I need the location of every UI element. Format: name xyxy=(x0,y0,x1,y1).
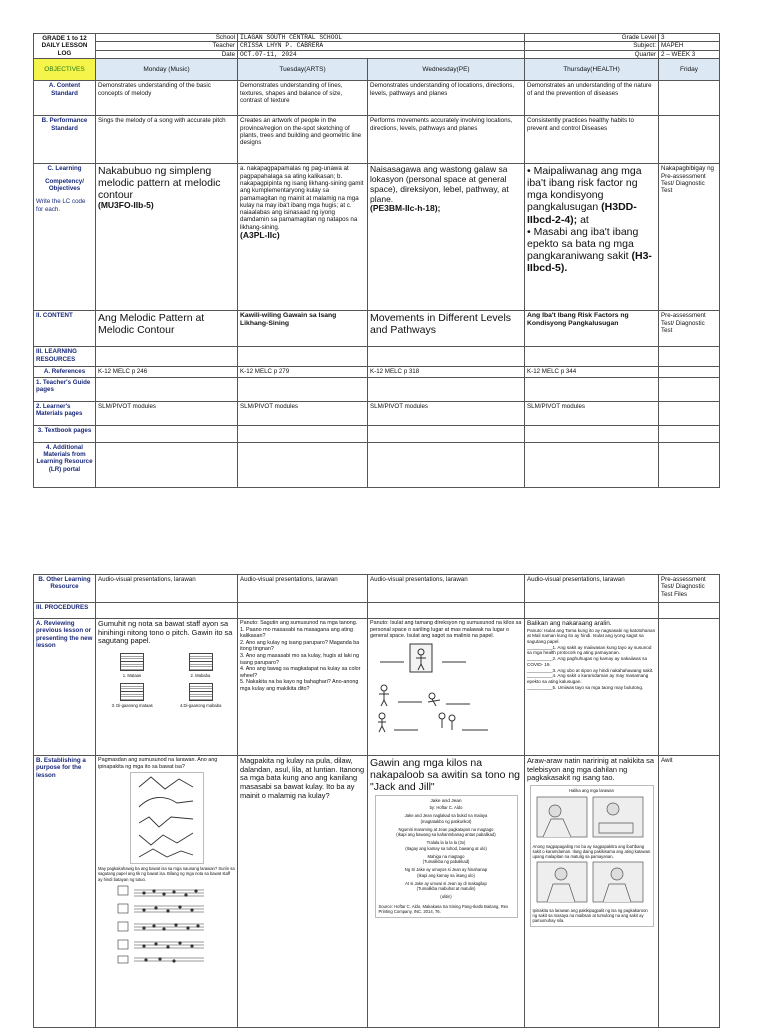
competency-wed-code: (PE3BM-IIc-h-18); xyxy=(370,203,441,214)
competency-thu-a: • Maipaliwanag ang mga iba't ibang risk factor ng mga kondisyong pangkalusugan xyxy=(527,165,642,214)
performance-standard-mon: Sings the melody of a song with accurate pitch xyxy=(96,116,238,164)
content-standard-wed: Demonstrates understanding of locations, directions, levels, pathways and planes xyxy=(368,81,525,116)
content-standard-thu: Demonstrates an understanding of the nature of and the prevention of diseases xyxy=(525,81,659,116)
song-line: Tralala la la la la (3x) xyxy=(426,840,466,846)
wednesday-header: Wednesday(PE) xyxy=(368,59,525,81)
song-author: by: Hoftar C. Aldo xyxy=(429,805,463,811)
establishing-wed-text: Gawin ang mga kilos na nakapaloob sa awitin sa tono ng "Jack and Jill" xyxy=(370,757,521,794)
establishing-tue: Magpakita ng kulay na pula, dilaw, dalandan, asul, lila, at luntian. Itanong sa mga bata kung ano ang kanilang masasabi sa bawat kulay. Ito ba ay mainit o malamig na kulay? xyxy=(238,756,368,1028)
illness-illustration xyxy=(530,785,654,926)
performance-standard-label: B. Performance Standard xyxy=(34,116,96,164)
establishing-wed xyxy=(368,756,525,1028)
grade-level-value: 3 xyxy=(659,34,720,42)
staff-icon xyxy=(120,683,144,701)
date-label: Date xyxy=(96,50,238,58)
competency-tue-code: (A3PL-IIc) xyxy=(240,230,280,241)
competency-thu-b-code: (H3-IIbcd-5). xyxy=(527,249,652,274)
performance-standard-tue: Creates an artwork of people in the province/region on the-spot sketching of plants, trees and building and geometric line designs xyxy=(238,116,368,164)
references-wed: K-12 MELC p 318 xyxy=(368,367,525,377)
melodic-contour-figure xyxy=(130,772,204,864)
content-standard-fri xyxy=(659,81,720,116)
reviewing-tue: Panuto: Sagutin ang sumusunod na mga tanong. 1. Paano mo masasabi na masagana ang ating kalikasan? 2. Ano ang kulay ng isang paruparo? Maganda ba itong tingnan? 3. Ano ang masasabi mo sa kulay, hugis at laki ng isang paruparo? 4. Ano ang tawag sa magkatapat na kulay sa color wheel? 5. Nakakita na ba kayo ng bahaghari? Ano-anong mga kulay ang makikita dito? xyxy=(238,619,368,756)
note-patterns-figure xyxy=(116,884,226,964)
other-resource-wed: Audio-visual presentations, larawan xyxy=(368,575,525,603)
grade-level-label: Grade Level xyxy=(525,34,659,42)
references-label: A. References xyxy=(34,367,96,377)
competency-fri: Nakapagbibigay ng Pre-assessment Test/ Diagnostic Test xyxy=(659,164,720,311)
subject-label: Subject: xyxy=(525,42,659,50)
content-standard-mon: Demonstrates understanding of the basic concepts of melody xyxy=(96,81,238,116)
song-line: (magtatakbo ng patikurikot) xyxy=(420,818,472,824)
other-resource-fri: Pre-assessment Test/ Diagnostic Test Files xyxy=(659,575,720,603)
performance-standard-thu: Consistently practices healthy habits to prevent and control Diseases xyxy=(525,116,659,164)
grade-range-label: GRADE 1 to 12 xyxy=(42,35,87,42)
staff-icon xyxy=(189,653,213,671)
other-resource-tue: Audio-visual presentations, larawan xyxy=(238,575,368,603)
song-line: (Tumalikba mabuhat at matulin) xyxy=(416,886,476,892)
performance-standard-fri xyxy=(659,116,720,164)
song-line: (Ikapi ang bawang sa kahanmbanag antas pabalikad) xyxy=(396,832,496,838)
competency-tue xyxy=(238,164,368,311)
illness-note: Anong nagpapagaling mo ba ay nagpapakitra ang ibat'ibang sakit o karamdaman. Ilang daing pakikisama ang ating katawan upang malapitan na matulig sa pamayanan. xyxy=(532,843,651,860)
lm-wed: SLM/PIVOT modules xyxy=(368,401,525,425)
tuesday-header: Tuesday(ARTS) xyxy=(238,59,368,81)
references-thu: K-12 MELC p 344 xyxy=(525,367,659,377)
reviewing-wed xyxy=(368,619,525,756)
song-sheet xyxy=(375,795,518,918)
content-standard-label: A. Content Standard xyxy=(34,81,96,116)
establishing-thu-text: Araw-araw natin naririnig at nakikita sa telebisyon ang mga dahilan ng pagkakasakit ng isang tao. xyxy=(527,756,654,783)
other-resource-mon: Audio-visual presentations, larawan xyxy=(96,575,238,603)
school-value: ILAGAN SOUTH CENTRAL SCHOOL xyxy=(238,34,525,42)
references-mon: K-12 MELC p 246 xyxy=(96,367,238,377)
establishing-fri: Awit xyxy=(659,756,720,1028)
log-title: DAILY LESSON LOG xyxy=(41,42,88,57)
friday-header: Friday xyxy=(659,59,720,81)
learning-resources-label: III. LEARNING RESOURCES xyxy=(34,347,96,367)
content-wed: Movements in Different Levels and Pathways xyxy=(368,311,525,347)
sick-adult-image xyxy=(533,860,647,906)
learners-materials-label: 2. Learner's Materials pages xyxy=(34,401,96,425)
reviewing-thu-title: Balikan ang nakaraang aralin. xyxy=(527,620,612,627)
song-line: (Tumalikba ng pabalikad) xyxy=(422,859,470,865)
sick-child-image xyxy=(533,793,647,841)
song-line: (Ikapi ang kamay sa iisang ulo) xyxy=(417,872,475,878)
competency-thu-a-tail: at xyxy=(577,213,589,226)
establishing-thu xyxy=(525,756,659,1028)
reviewing-label: A. Reviewing previous lesson or presenting the new lesson xyxy=(34,619,96,756)
establishing-mon-note: May pagkakahawig ba ang bawat isa sa mga naunang larawan? Suriin sa sagutang papel ang tik ng bawat isa. Bilang ng mga nota sa bawat staff ay hindi batayan ng tutuo. xyxy=(98,866,235,882)
establishing-mon-text: Pagmasdan ang sumusunod na larawan. Ano ang ipinapakita ng mga ito sa bawat isa? xyxy=(98,757,218,770)
competency-label-a: C. Learning xyxy=(47,165,82,173)
movement-figures-illustration xyxy=(370,640,520,735)
teachers-guide-label: 1. Teacher's Guide pages xyxy=(34,377,96,401)
procedures-label: III. PROCEDURES xyxy=(34,603,96,619)
content-thu: Ang Iba't Ibang Risk Factors ng Kondisyong Pangkalusugan xyxy=(525,311,659,347)
monday-header: Monday (Music) xyxy=(96,59,238,81)
reviewing-mon xyxy=(96,619,238,756)
content-standard-tue: Demonstrates understanding of lines, textures, shapes and balance of size, contrast of texture xyxy=(238,81,368,116)
reviewing-thu-text: Panuto: Isulat ang Tama kung ito ay nagsasabi ng katotohanan at Mali naman kung ito ay hindi. Isulat ang iyong sagot sa sagutang papel. __________1. Ang sakit ay maiiwasan kung tayo ay susunod sa mga health protocols ng ating pamayanan. __________2. Ang paghuhugas ng kamay ay nakaiiwas sa COVID- 19. __________3. Ang ubo at sipon ay hindi nakahahawang sakit. __________4. Ang sakit o karamdaman ay may masamang epekto sa ating kalusugan. __________5. Umiwas tayo sa mga taong may bulutong. xyxy=(527,627,656,690)
competency-label xyxy=(34,164,96,311)
staff-icon xyxy=(189,683,213,701)
competency-mon-code: (MU3FO-IIb-5) xyxy=(98,200,154,211)
illness-caption: Halika ang mga larawan xyxy=(569,788,614,794)
song-line: Mahiga na magtago xyxy=(427,853,465,859)
references-tue: K-12 MELC p 279 xyxy=(238,367,368,377)
subject-value: MAPEH xyxy=(659,42,720,50)
quarter-label: Quarter xyxy=(525,50,659,58)
competency-thu xyxy=(525,164,659,311)
reviewing-thu xyxy=(525,619,659,756)
song-line: Ngumiti maraming at Jean pagkatapos na magtago xyxy=(398,826,494,832)
lesson-log-page-2 xyxy=(0,574,768,1024)
content-tue: Kawili-wiling Gawain sa Isang Likhang-Sining xyxy=(238,311,368,347)
thursday-header: Thursday(HEALTH) xyxy=(525,59,659,81)
staff-exercise xyxy=(98,651,235,709)
content-label: II. CONTENT xyxy=(34,311,96,347)
competency-label-b: Competency/ Objectives xyxy=(45,177,84,192)
lm-tue: SLM/PIVOT modules xyxy=(238,401,368,425)
staff-label-2: 2. Mababa xyxy=(190,673,211,679)
song-line: (Itagay ang kamay sa tuhod, bawang at ulo) xyxy=(405,845,487,851)
textbook-label: 3. Textbook pages xyxy=(34,425,96,442)
competency-label-c: Write the LC code for each. xyxy=(36,198,86,213)
competency-wed-text: Naisasagawa ang wastong galaw sa lokasyon (personal space at general space), direksiyon, lebel, pathway, at plane. xyxy=(370,164,509,204)
song-source: Source: Hoftar C. Aldo, Makakasa Sa Sining Pang-Ikatlo Baitang, Rex Printing Company, INC. 2014, 76. xyxy=(378,903,509,914)
teacher-value: CRISSA LHYN P. CABRERA xyxy=(238,42,525,50)
date-value: OCT.07-11, 2024 xyxy=(238,50,525,58)
song-title: Jake and Jean xyxy=(430,799,462,805)
performance-standard-wed: Performs movements accurately involving locations, directions, levels, pathways and planes xyxy=(368,116,525,164)
reviewing-mon-text: Gumuhit ng nota sa bawat staff ayon sa hinihingi nitong tono o pitch. Gawin ito sa sagutang papel. xyxy=(98,619,233,646)
other-resource-label: B. Other Learning Resource xyxy=(34,575,96,603)
staff-icon xyxy=(120,653,144,671)
establishing-label: B. Establishing a purpose for the lesson xyxy=(34,756,96,1028)
other-resource-thu: Audio-visual presentations, larawan xyxy=(525,575,659,603)
staff-label-1: 1. Mataas xyxy=(122,673,142,679)
school-label: School xyxy=(96,34,238,42)
competency-thu-b: • Masabi ang iba't ibang epekto sa bata ng mga pangkaraniwang sakit xyxy=(527,225,639,262)
procedures-table xyxy=(33,574,720,1028)
establishing-mon xyxy=(96,756,238,1028)
lm-mon: SLM/PIVOT modules xyxy=(96,401,238,425)
song-line: Ng Si Jake ay umayos si Jean ay hinahanap xyxy=(404,867,488,873)
lesson-log-table xyxy=(33,33,720,488)
content-fri: Pre-assessment Test/ Diagnostic Test xyxy=(659,311,720,347)
competency-mon xyxy=(96,164,238,311)
song-line: At si Jake ay umuwi si Jean ay di makagilap xyxy=(405,880,487,886)
quarter-value: 2 – WEEK 3 xyxy=(659,50,720,58)
song-line: Jake and Jean naglakad sa bukid na malaya xyxy=(404,813,488,819)
teacher-label: Teacher xyxy=(96,42,238,50)
competency-thu-a-code: (H3DD-IIbcd-2-4); xyxy=(527,201,637,226)
objectives-header: OBJECTIVES xyxy=(34,59,96,81)
staff-label-4: 4.Di-gaanong mababa xyxy=(179,703,222,709)
competency-tue-text: a. nakapagpapamalas ng pag-unawa at pagpapahalaga sa ating kalikasan; b. nakapagpipinta ng isang likhang-sining gamit ang kumplementaryong kulay sa pamamagitan ng mainit at malamig na mga kulay na may iba't ibang mga hugis; at c. naiaalabas ang isinasaad ng iyong damdamin sa pamamagitan ng natapos na likhang-sining. xyxy=(240,165,364,231)
competency-mon-text: Nakabubuo ng simpleng melodic pattern at melodic contour xyxy=(98,165,221,202)
content-mon: Ang Melodic Pattern at Melodic Contour xyxy=(96,311,238,347)
illness-note-2: Ipinakita sa larawan ang pakikipagpalit ng isa ng pagkakaroon ng sakit sa masaya na maibsan at tumulong na ang sakit ay pamumuhay nila. xyxy=(532,907,648,924)
competency-wed xyxy=(368,164,525,311)
staff-label-3: 3. Di-gaanong mataas xyxy=(111,703,153,709)
song-line: (ulitin) xyxy=(440,894,452,900)
lm-thu: SLM/PIVOT modules xyxy=(525,401,659,425)
additional-materials-label: 4. Additional Materials from Learning Resource (LR) portal xyxy=(34,442,96,487)
reviewing-wed-text: Panuto: Isulat ang tamang direksyon ng sumusunod na kilos sa personal space o sariling lugar at mas malawak na lugar o general space. Isulat ang sagot sa malinis na papel. xyxy=(370,620,522,640)
